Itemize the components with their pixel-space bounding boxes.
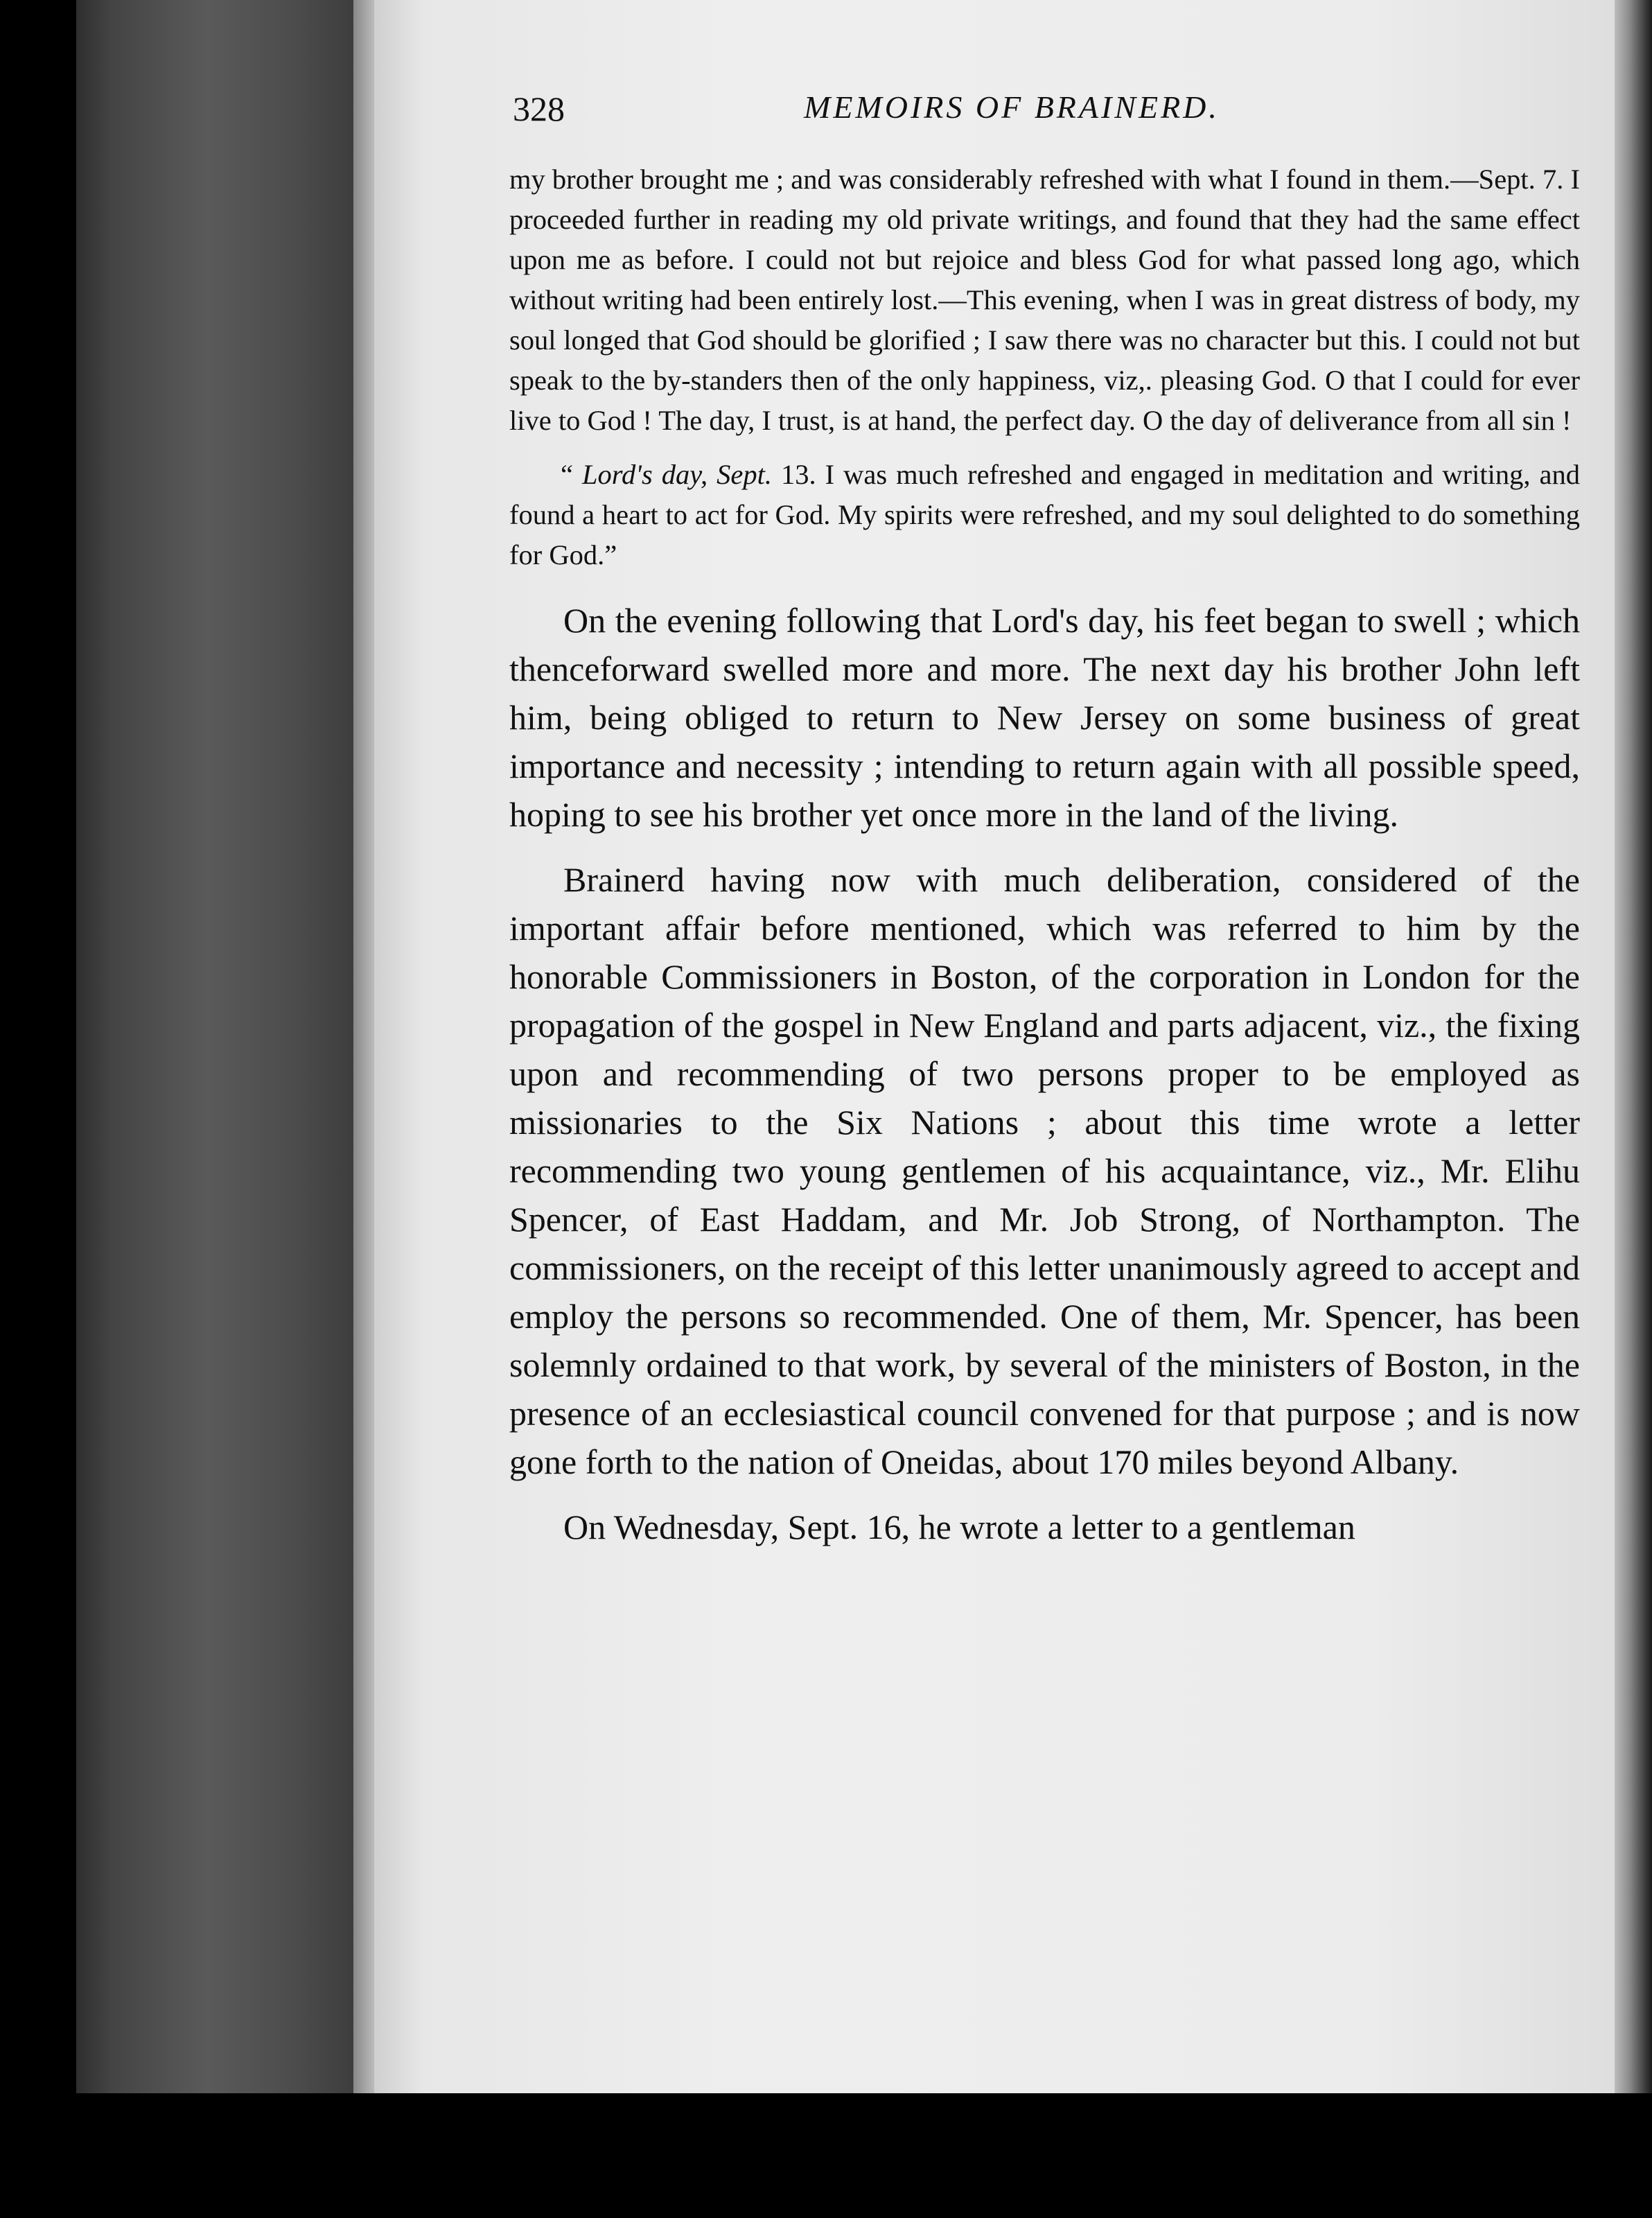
- body-paragraph: On the evening following that Lord's day, his feet began to swell ; which thenceforward swelled more and more. The next day his brother John left him, being obliged to return to New Jersey on some business of great importance and necessity ; intending to return again with all possible speed, hoping to see his brother yet once more in the land of the living.: [509, 601, 1580, 834]
- page-edge-shadow: [1615, 0, 1652, 2093]
- book-spine: [76, 0, 367, 2093]
- page-header: [513, 89, 1580, 137]
- quote-italic-lead: Lord's day, Sept.: [582, 459, 772, 490]
- body-paragraph: Brainerd having now with much deliberation, considered of the important affair before mentioned, which was referred to him by the honorable Commissioners in Boston, of the corporation in London for the propagation of the gospel in New England and parts adjacent, viz., the fixing upon and recommending of two persons proper to be employed as missionaries to the Six Nations ; about this time wrote a letter recommending two young gentlemen of his acquaintance, viz., Mr. Elihu Spencer, of East Haddam, and Mr. Job Strong, of Northampton. The commissioners, on the receipt of this letter unanimously agreed to accept and employ the persons so recommended. One of them, Mr. Spencer, has been solemnly ordained to that work, by several of the ministers of Boston, in the presence of an ecclesiastical council convened for that purpose ; and is now gone forth to the nation of Oneidas, about 170 miles beyond Albany.: [509, 860, 1580, 1481]
- spine-edge: [353, 0, 374, 2093]
- page-number: 328: [513, 89, 565, 128]
- running-head: MEMOIRS OF BRAINERD.: [804, 89, 1220, 125]
- quoted-journal-entry: [509, 455, 1580, 575]
- body-paragraph: On Wednesday, Sept. 16, he wrote a letter to a gentleman: [563, 1508, 1355, 1546]
- quote-open: “: [561, 459, 573, 490]
- journal-paragraph: my brother brought me ; and was considerably refreshed with what I found in them.—Sept. 7. I proceeded further in reading my old private writings, and found that they had the same effect upon me as before. I could not but rejoice and bless God for what passed long ago, which without writing had been entirely lost.—This evening, when I was in great distress of body, my soul longed that God should be glorified ; I saw there was no character but this. I could not but speak to the by-standers then of the only happiness, viz,. pleasing God. O that I could for ever live to God ! The day, I trust, is at hand, the perfect day. O the day of deliverance from all sin !: [509, 164, 1580, 436]
- quote-text: 13. I was much refreshed and engaged in meditation and writing, and found a heart to act for God. My spirits were refreshed, and my soul delighted to do something for God.”: [509, 459, 1580, 570]
- page-body: [509, 159, 1580, 1551]
